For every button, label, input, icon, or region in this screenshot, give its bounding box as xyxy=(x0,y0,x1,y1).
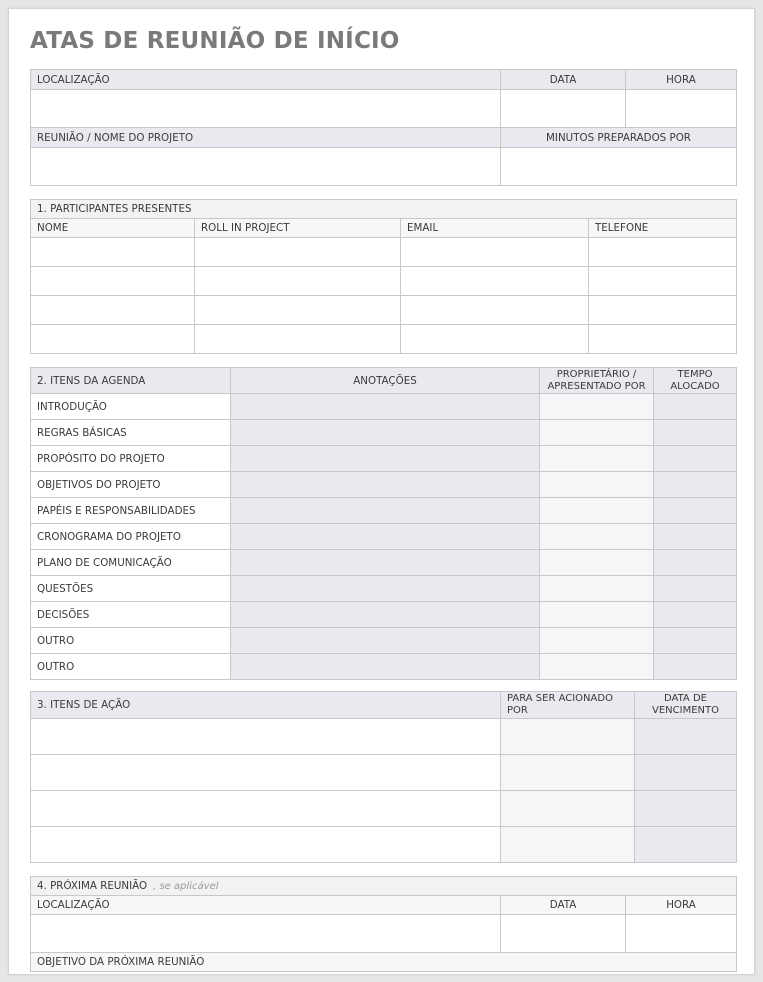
action-item-row xyxy=(31,791,737,827)
agenda-item-label: CRONOGRAMA DO PROJETO xyxy=(31,524,231,550)
attendee-row xyxy=(31,238,737,267)
action-item-cell[interactable] xyxy=(31,827,501,863)
next-time-label: HORA xyxy=(626,896,737,915)
agenda-row xyxy=(31,498,737,524)
next-date-field[interactable] xyxy=(501,915,626,953)
time-field[interactable] xyxy=(626,90,737,128)
agenda-notes-cell[interactable] xyxy=(231,628,540,654)
next-time-field[interactable] xyxy=(626,915,737,953)
agenda-row xyxy=(31,394,737,420)
agenda-row xyxy=(31,602,737,628)
document-page xyxy=(8,8,755,975)
agenda-table xyxy=(30,367,737,680)
agenda-notes-cell[interactable] xyxy=(231,446,540,472)
due-date-cell[interactable] xyxy=(635,791,737,827)
next-date-label: DATA xyxy=(501,896,626,915)
agenda-notes-cell[interactable] xyxy=(231,394,540,420)
document-title: ATAS DE REUNIÃO DE INÍCIO xyxy=(30,28,400,54)
agenda-owner-cell[interactable] xyxy=(540,446,654,472)
agenda-notes-cell[interactable] xyxy=(231,472,540,498)
attendee-email-cell[interactable] xyxy=(401,296,589,325)
agenda-owner-cell[interactable] xyxy=(540,550,654,576)
agenda-item-label: OUTRO xyxy=(31,654,231,680)
project-name-field[interactable] xyxy=(31,148,501,186)
location-field[interactable] xyxy=(31,90,501,128)
agenda-notes-cell[interactable] xyxy=(231,524,540,550)
agenda-item-label: QUESTÕES xyxy=(31,576,231,602)
agenda-row xyxy=(31,628,737,654)
assignee-cell[interactable] xyxy=(501,827,635,863)
action-items-table xyxy=(30,691,737,863)
notes-column-header: ANOTAÇÕES xyxy=(231,368,540,394)
agenda-notes-cell[interactable] xyxy=(231,654,540,680)
agenda-time-cell[interactable] xyxy=(654,654,737,680)
attendee-role-cell[interactable] xyxy=(195,267,401,296)
attendee-role-cell[interactable] xyxy=(195,325,401,354)
agenda-owner-cell[interactable] xyxy=(540,394,654,420)
due-date-cell[interactable] xyxy=(635,719,737,755)
agenda-time-cell[interactable] xyxy=(654,472,737,498)
agenda-time-cell[interactable] xyxy=(654,524,737,550)
attendee-phone-cell[interactable] xyxy=(589,325,737,354)
next-objective-label: OBJETIVO DA PRÓXIMA REUNIÃO xyxy=(31,953,737,972)
agenda-row xyxy=(31,524,737,550)
agenda-time-cell[interactable] xyxy=(654,602,737,628)
agenda-time-cell[interactable] xyxy=(654,498,737,524)
column-header-role: ROLL IN PROJECT xyxy=(195,219,401,238)
action-items-section-title: 3. ITENS DE AÇÃO xyxy=(31,692,501,719)
agenda-row xyxy=(31,576,737,602)
time-label: HORA xyxy=(626,70,737,90)
agenda-notes-cell[interactable] xyxy=(231,576,540,602)
owner-column-header: PROPRIETÁRIO / APRESENTADO POR xyxy=(540,368,654,394)
attendees-table xyxy=(30,199,737,354)
time-allocated-column-header: TEMPO ALOCADO xyxy=(654,368,737,394)
next-meeting-section-title: 4. PRÓXIMA REUNIÃO xyxy=(37,880,148,892)
agenda-owner-cell[interactable] xyxy=(540,654,654,680)
date-label: DATA xyxy=(501,70,626,90)
action-item-cell[interactable] xyxy=(31,791,501,827)
agenda-item-label: OUTRO xyxy=(31,628,231,654)
attendee-email-cell[interactable] xyxy=(401,267,589,296)
attendee-role-cell[interactable] xyxy=(195,238,401,267)
agenda-owner-cell[interactable] xyxy=(540,498,654,524)
agenda-time-cell[interactable] xyxy=(654,576,737,602)
due-date-cell[interactable] xyxy=(635,827,737,863)
assignee-column-header: PARA SER ACIONADO POR xyxy=(501,692,635,719)
location-label: LOCALIZAÇÃO xyxy=(31,70,501,90)
attendee-row xyxy=(31,296,737,325)
column-header-name: NOME xyxy=(31,219,195,238)
next-location-field[interactable] xyxy=(31,915,501,953)
action-item-cell[interactable] xyxy=(31,755,501,791)
action-item-row xyxy=(31,719,737,755)
prepared-by-label: MINUTOS PREPARADOS POR xyxy=(501,128,737,148)
agenda-owner-cell[interactable] xyxy=(540,524,654,550)
next-meeting-table xyxy=(30,876,737,972)
agenda-item-label: PROPÓSITO DO PROJETO xyxy=(31,446,231,472)
assignee-cell[interactable] xyxy=(501,791,635,827)
agenda-owner-cell[interactable] xyxy=(540,472,654,498)
agenda-time-cell[interactable] xyxy=(654,394,737,420)
action-item-row xyxy=(31,755,737,791)
project-name-label: REUNIÃO / NOME DO PROJETO xyxy=(31,128,501,148)
agenda-item-label: PAPÉIS E RESPONSABILIDADES xyxy=(31,498,231,524)
agenda-item-label: DECISÕES xyxy=(31,602,231,628)
next-meeting-section-header xyxy=(31,877,737,896)
action-item-row xyxy=(31,827,737,863)
agenda-owner-cell[interactable] xyxy=(540,420,654,446)
agenda-row xyxy=(31,550,737,576)
agenda-row xyxy=(31,420,737,446)
assignee-cell[interactable] xyxy=(501,755,635,791)
attendee-role-cell[interactable] xyxy=(195,296,401,325)
attendees-section-title: 1. PARTICIPANTES PRESENTES xyxy=(31,200,737,219)
agenda-owner-cell[interactable] xyxy=(540,628,654,654)
agenda-notes-cell[interactable] xyxy=(231,550,540,576)
agenda-item-label: PLANO DE COMUNICAÇÃO xyxy=(31,550,231,576)
agenda-notes-cell[interactable] xyxy=(231,498,540,524)
agenda-row xyxy=(31,446,737,472)
attendee-email-cell[interactable] xyxy=(401,238,589,267)
agenda-owner-cell[interactable] xyxy=(540,576,654,602)
meeting-info-table xyxy=(30,69,737,186)
action-item-cell[interactable] xyxy=(31,719,501,755)
agenda-item-label: REGRAS BÁSICAS xyxy=(31,420,231,446)
attendee-email-cell[interactable] xyxy=(401,325,589,354)
agenda-time-cell[interactable] xyxy=(654,420,737,446)
attendee-row xyxy=(31,325,737,354)
agenda-notes-cell[interactable] xyxy=(231,602,540,628)
attendee-name-cell[interactable] xyxy=(31,296,195,325)
agenda-item-label: OBJETIVOS DO PROJETO xyxy=(31,472,231,498)
attendee-name-cell[interactable] xyxy=(31,325,195,354)
prepared-by-field[interactable] xyxy=(501,148,737,186)
date-field[interactable] xyxy=(501,90,626,128)
agenda-time-cell[interactable] xyxy=(654,628,737,654)
agenda-time-cell[interactable] xyxy=(654,550,737,576)
attendee-row xyxy=(31,267,737,296)
attendee-phone-cell[interactable] xyxy=(589,238,737,267)
attendee-name-cell[interactable] xyxy=(31,238,195,267)
agenda-section-title: 2. ITENS DA AGENDA xyxy=(31,368,231,394)
attendee-phone-cell[interactable] xyxy=(589,296,737,325)
next-meeting-note: , se aplicável xyxy=(153,881,219,892)
assignee-cell[interactable] xyxy=(501,719,635,755)
next-location-label: LOCALIZAÇÃO xyxy=(31,896,501,915)
agenda-item-label: INTRODUÇÃO xyxy=(31,394,231,420)
agenda-time-cell[interactable] xyxy=(654,446,737,472)
agenda-notes-cell[interactable] xyxy=(231,420,540,446)
agenda-row xyxy=(31,472,737,498)
agenda-row xyxy=(31,654,737,680)
column-header-email: EMAIL xyxy=(401,219,589,238)
column-header-phone: TELEFONE xyxy=(589,219,737,238)
due-date-cell[interactable] xyxy=(635,755,737,791)
due-date-column-header: DATA DE VENCIMENTO xyxy=(635,692,737,719)
agenda-owner-cell[interactable] xyxy=(540,602,654,628)
attendee-name-cell[interactable] xyxy=(31,267,195,296)
attendee-phone-cell[interactable] xyxy=(589,267,737,296)
